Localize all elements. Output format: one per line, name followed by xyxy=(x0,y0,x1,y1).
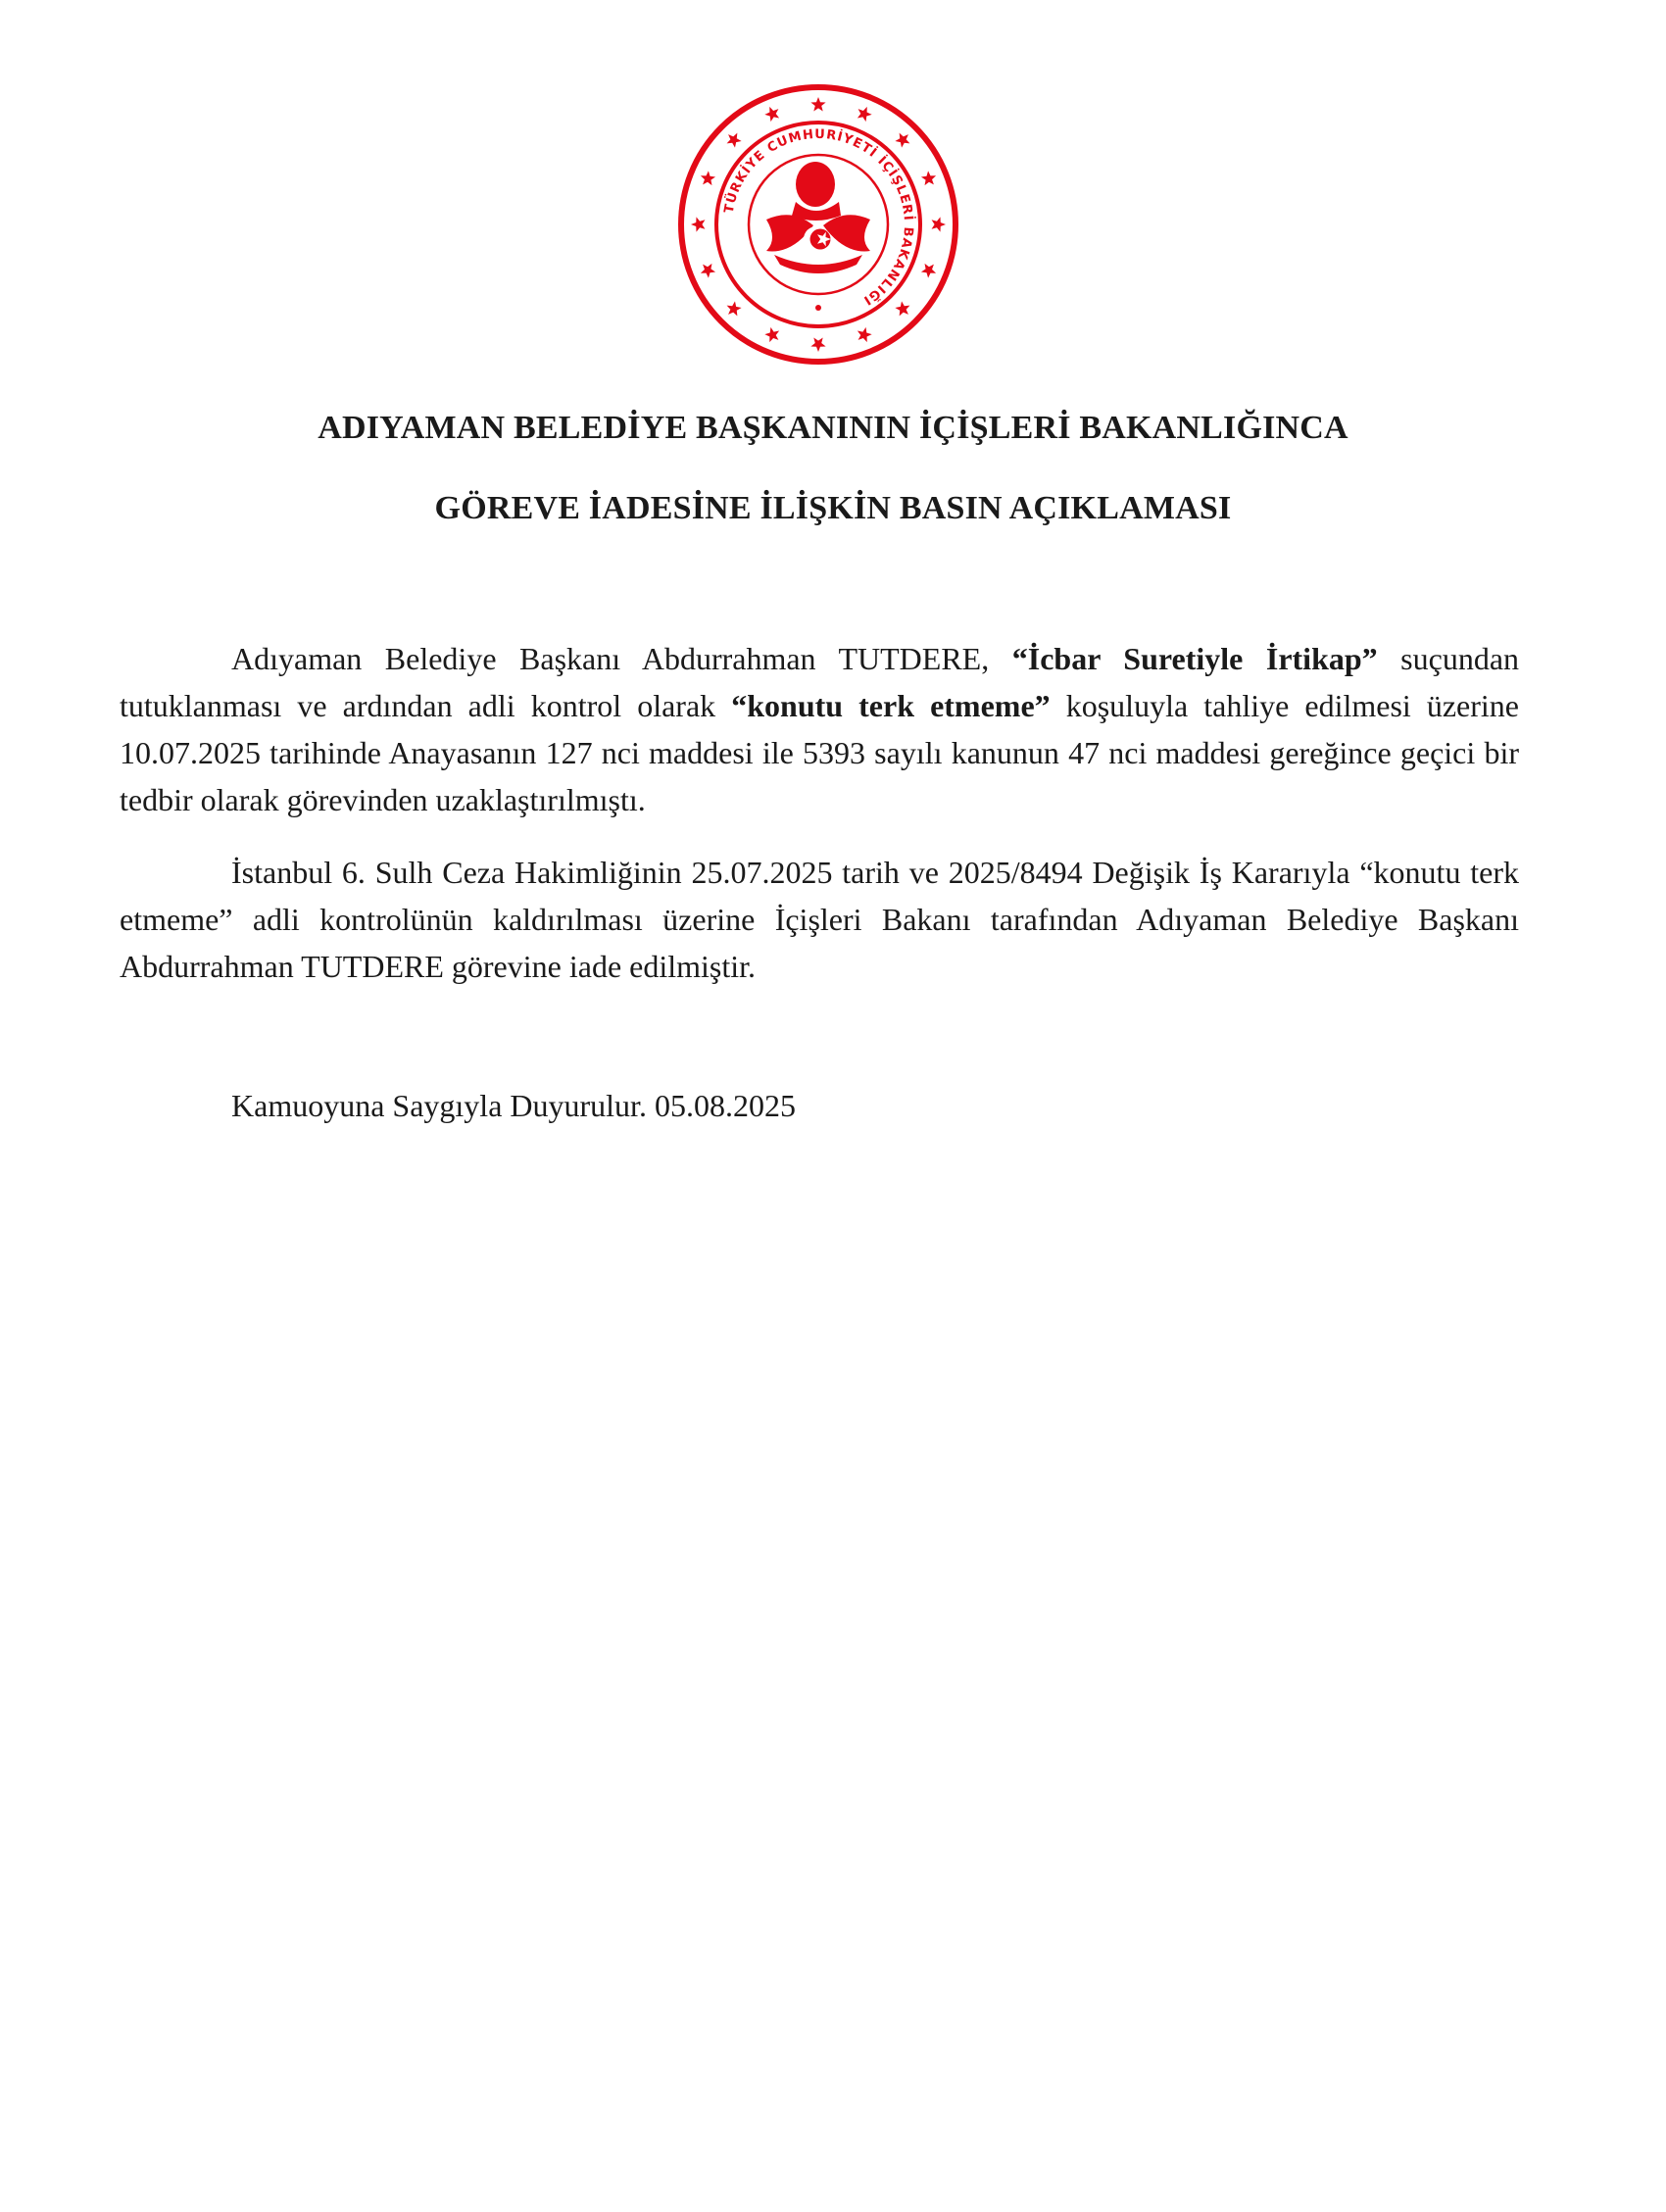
paragraph-1-bold-1: “İcbar Suretiyle İrtikap” xyxy=(1011,641,1378,676)
seal-star-icon xyxy=(764,327,779,342)
seal-star-icon xyxy=(932,217,946,231)
seal-star-icon xyxy=(810,338,825,352)
seal-star-icon xyxy=(810,97,825,111)
seal-star-icon xyxy=(764,107,779,122)
seal-star-icon xyxy=(701,264,715,278)
paragraph-2: İstanbul 6. Sulh Ceza Hakimliğinin 25.07.2025 tarih ve 2025/8494 Değişik İş Kararıyla “konutu terk etmeme” adli kontrolünün kaldırılması üzerine İçişleri Bakanı tarafından Adıyaman Belediye Başkanı Abdurrahman TUTDERE görevine iade edilmiştir. xyxy=(120,855,1519,984)
seal-star-icon xyxy=(921,264,936,278)
seal-star-icon xyxy=(858,107,872,122)
seal-star-icon xyxy=(691,217,705,231)
seal-star-icon xyxy=(895,133,909,148)
seal-star-icon xyxy=(895,301,909,316)
paragraph-1-text-3: koşuluyla tahliye edilmesi üzerine 10.07.2025 tarihinde Anayasanın 127 nci maddesi ile 5393 sayılı kanunun 47 nci maddesi gereğince geçici bir tedbir olarak görevinden uzaklaştırılmıştı. xyxy=(120,688,1520,817)
page-title-line-1: ADIYAMAN BELEDİYE BAŞKANININ İÇİŞLERİ BAKANLIĞINCA xyxy=(318,410,1348,446)
seal-star-icon xyxy=(858,327,872,342)
paragraph-1-text-1: Adıyaman Belediye Başkanı Abdurrahman TUTDERE, xyxy=(231,641,1012,676)
paragraph-1-bold-2: “konutu terk etmeme” xyxy=(731,688,1051,723)
seal-star-icon xyxy=(727,301,742,316)
paragraph-1-text-2: suçundan tutuklanması ve ardından adli kontrol olarak xyxy=(120,641,1520,723)
seal-star-icon xyxy=(921,171,936,185)
page-title-line-2: GÖREVE İADESİNE İLİŞKİN BASIN AÇIKLAMASI xyxy=(434,490,1232,526)
closing-line: Kamuoyuna Saygıyla Duyurulur. 05.08.2025 xyxy=(231,1088,796,1123)
seal-ring-text: TÜRKİYE CUMHURİYETİ İÇİŞLERİ BAKANLIĞI xyxy=(721,126,916,309)
seal-star-icon xyxy=(701,171,715,185)
paragraph-1 xyxy=(120,635,1519,823)
seal-star-icon xyxy=(727,133,742,148)
ministry-seal-logo xyxy=(676,82,960,367)
